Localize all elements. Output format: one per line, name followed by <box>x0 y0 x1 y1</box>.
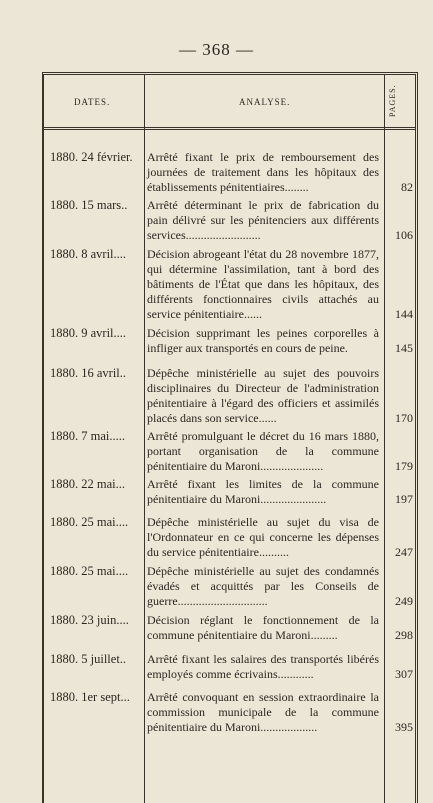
index-table <box>42 72 418 803</box>
entry-page: 249 <box>395 594 413 608</box>
entry-date: 1880. 9 avril.... <box>50 326 127 340</box>
page-number: — 368 — <box>179 40 254 59</box>
entry-date: 1880. 5 juillet.. <box>50 652 127 666</box>
entry-analysis: Arrêté convoquant en session extraordinaire la commission municipale de la commune pénitentiaire du Maroni................... <box>147 690 379 734</box>
entry-analysis: Arrêté fixant les salaires des transportés libérés employés comme écrivains............ <box>147 652 379 681</box>
entry-analysis: Dépêche ministérielle au sujet du visa de l'Ordonnateur en ce qui concerne les dépenses du service pénitentiaire.......... <box>147 515 379 559</box>
entry-date: 1880. 7 mai..... <box>50 429 125 443</box>
header-pages: PAGES. <box>388 84 397 118</box>
entry-date: 1880. 24 février. <box>50 150 133 164</box>
entry-analysis: Décision réglant le fonctionnement de la commune pénitentiaire du Maroni......... <box>147 613 379 642</box>
header-analyse: ANALYSE. <box>239 97 291 107</box>
entry-date: 1880. 8 avril.... <box>50 247 127 261</box>
entry-page: 82 <box>401 180 413 194</box>
entry-page: 197 <box>395 492 413 506</box>
entry-page: 145 <box>395 341 413 355</box>
entry-date: 1880. 25 mai.... <box>50 515 129 529</box>
header-dates: DATES. <box>74 97 111 107</box>
entry-page: 179 <box>395 459 413 473</box>
entry-date: 1880. 15 mars.. <box>50 198 128 212</box>
entry-date: 1880. 25 mai.... <box>50 564 129 578</box>
entry-analysis: Arrêté fixant le prix de remboursement des journées de traitement dans les hôpitaux des établissements pénitentiaires........ <box>147 150 379 194</box>
entry-date: 1880. 1er sept... <box>50 690 130 704</box>
entry-date: 1880. 22 mai... <box>50 477 125 491</box>
entry-page: 144 <box>395 307 413 321</box>
entry-analysis: Dépêche ministérielle au sujet des pouvoirs disciplinaires du Directeur de l'administration pénitentiaire à l'égard des officiers et assimilés placés dans son service...... <box>147 366 379 425</box>
entry-analysis: Arrêté déterminant le prix de fabrication du pain délivré sur les pénitenciers aux différents services......................... <box>147 198 379 242</box>
table-header <box>44 75 415 130</box>
entry-page: 247 <box>395 545 413 559</box>
entry-page: 170 <box>395 411 413 425</box>
entry-date: 1880. 23 juin.... <box>50 613 129 627</box>
entry-analysis: Décision abrogeant l'état du 28 novembre 1877, qui détermine l'assimilation, tant à bord des bâtiments de l'État que dans les hôpitaux, des différents fonctionnaires civils attachés au service pénitentiaire...... <box>147 247 379 321</box>
entry-analysis: Dépêche ministérielle au sujet des condamnés évadés et acquittés par les Conseils de guerre.............................. <box>147 564 379 608</box>
entry-analysis: Arrêté promulguant le décret du 16 mars 1880, portant organisation de la commune pénitentiaire du Maroni..................... <box>147 429 379 473</box>
entry-analysis: Décision supprimant les peines corporelles à infliger aux transportés en cours de peine. <box>147 326 379 355</box>
entry-date: 1880. 16 avril.. <box>50 366 127 380</box>
entry-page: 298 <box>395 628 413 642</box>
entry-page: 395 <box>395 720 413 734</box>
entry-page: 307 <box>395 667 413 681</box>
entry-analysis: Arrêté fixant les limites de la commune pénitentiaire du Maroni...................... <box>147 477 379 506</box>
entry-page: 106 <box>395 228 413 242</box>
